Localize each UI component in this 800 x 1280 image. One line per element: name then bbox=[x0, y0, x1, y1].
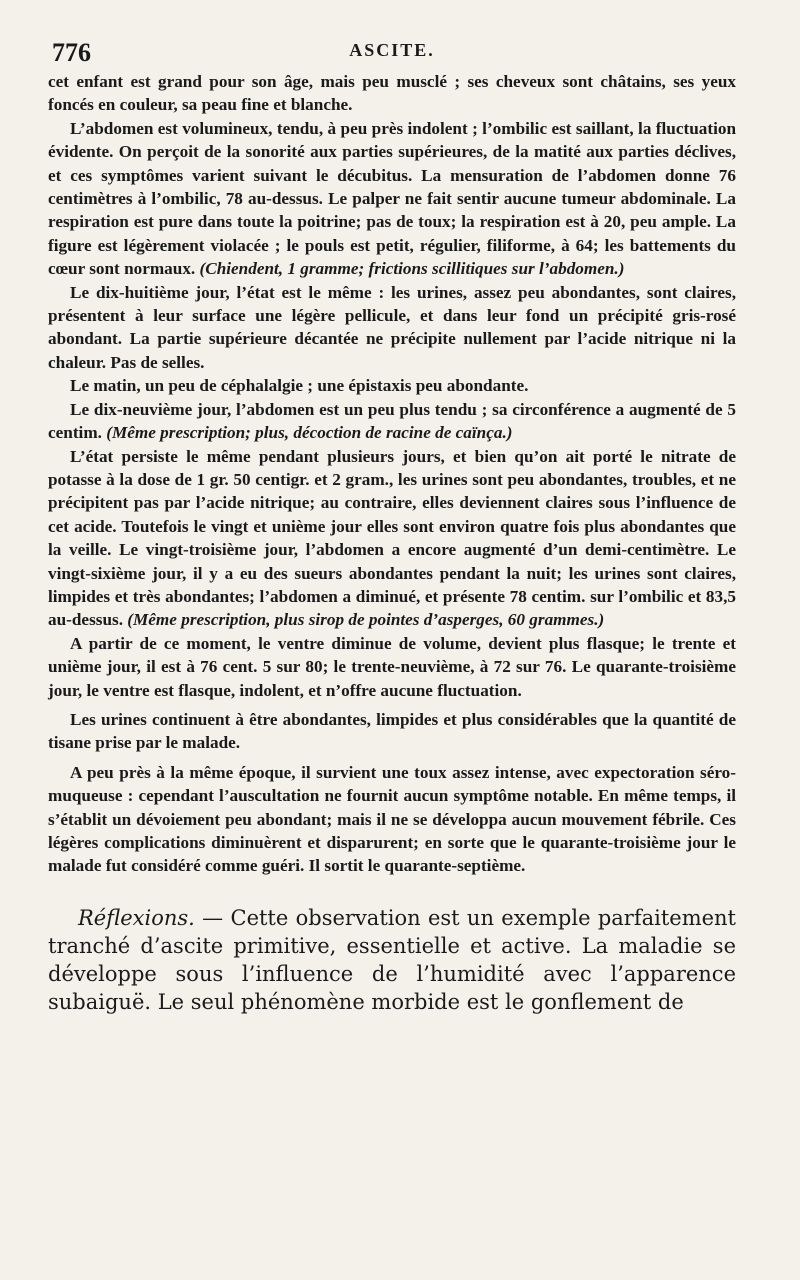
page-header bbox=[48, 30, 736, 70]
paragraph bbox=[48, 445, 736, 632]
paragraph-text: Le matin, un peu de céphalalgie ; une épistaxis peu abondante. bbox=[70, 376, 529, 396]
paragraph-text: Les urines continuent à être abondantes, limpides et plus considérables que la quantité de tisane prise par le malade. bbox=[48, 709, 736, 753]
paragraph-text: Le dix-neuvième jour, l’abdomen est un peu plus tendu ; sa circonférence a augmenté de 5 centim. bbox=[48, 399, 736, 443]
paragraph bbox=[48, 70, 736, 117]
reflexions-paragraph bbox=[48, 904, 736, 1016]
paragraph bbox=[48, 708, 736, 755]
prescription-text: (Même prescription; plus, décoction de racine de caïnça.) bbox=[106, 423, 513, 443]
paragraph bbox=[48, 117, 736, 281]
paragraph-text: A partir de ce moment, le ventre diminue de volume, devient plus flasque; le trente et unième jour, il est à 76 cent. 5 sur 80; le trente-neuvième, à 72 sur 76. Le quarante-troisième jour, le ventre est flasque, indolent, et n’offre aucune fluctuation. bbox=[48, 633, 736, 700]
reflexions-label: Réflexions. bbox=[78, 905, 195, 930]
prescription-text: (Chiendent, 1 gramme; frictions scillitiques sur l’abdomen.) bbox=[199, 259, 625, 279]
paragraph bbox=[48, 374, 736, 397]
running-title: ASCITE. bbox=[349, 40, 435, 60]
paragraph-text: L’état persiste le même pendant plusieurs jours, et bien qu’on ait porté le nitrate de potasse à la dose de 1 gr. 50 centigr. et 2 gram., les urines sont peu abondantes, troubles, et ne précipitent pas par l’acide nitrique; au contraire, elles deviennent claires sous l’influence de cet acide. Toutefois le vingt et unième jour elles sont environ quatre fois plus abondantes que la veille. Le vingt-troisième jour, l’abdomen a encore augmenté d’un demi-centimètre. Le vingt-sixième jour, il y a eu des sueurs abondantes pendant la nuit; les urines sont claires, limpides et très abondantes; l’abdomen a diminué, et présente 78 centim. sur l’ombilic et 83,5 au-dessus. bbox=[48, 446, 736, 630]
paragraph bbox=[48, 281, 736, 375]
prescription-text: (Même prescription, plus sirop de pointes d’asperges, 60 grammes.) bbox=[127, 610, 605, 630]
paragraph bbox=[48, 632, 736, 702]
body-text bbox=[48, 70, 736, 878]
reflexions-text: — Cette observation est un exemple parfaitement tranché d’ascite primitive, essentielle et active. La maladie se développe sous l’influence de l’humidité avec l’apparence subaiguë. Le seul phénomène morbide est le gonflement de bbox=[48, 905, 736, 1014]
paragraph-text: Le dix-huitième jour, l’état est le même : les urines, assez peu abondantes, sont claires, présentent à leur surface une légère pellicule, et dans leur fond un précipité gris-rosé abondant. La partie supérieure décantée ne précipite nullement par l’acide nitrique ni la chaleur. Pas de selles. bbox=[48, 282, 736, 372]
paragraph-text: A peu près à la même époque, il survient une toux assez intense, avec expectoration séro-muqueuse : cependant l’auscultation ne fournit aucun symptôme notable. En même temps, il s’établit un dévoiement peu abondant; mais il ne se développa aucun mouvement fébrile. Ces légères complications diminuèrent et disparurent; en sorte que le quarante-troisième jour le malade fut considéré comme guéri. Il sortit le quarante-septième. bbox=[48, 762, 736, 876]
paragraph-text: cet enfant est grand pour son âge, mais peu musclé ; ses cheveux sont châtains, ses yeux foncés en couleur, sa peau fine et blanche. bbox=[48, 72, 736, 115]
page-number: 776 bbox=[52, 38, 91, 67]
paragraph-text: L’abdomen est volumineux, tendu, à peu près indolent ; l’ombilic est saillant, la fluctuation évidente. On perçoit de la sonorité aux parties supérieures, de la matité aux parties déclives, et ces symptômes varient suivant le décubitus. La mensuration de l’abdomen donne 76 centimètres à l’ombilic, 78 au-dessus. Le palper ne fait sentir aucune tumeur abdominale. La respiration est pure dans toute la poitrine; pas de toux; la respiration est à 20, peu ample. La figure est légèrement violacée ; le pouls est petit, régulier, filiforme, à 64; les battements du cœur sont normaux. bbox=[48, 118, 736, 279]
paragraph bbox=[48, 761, 736, 878]
paragraph bbox=[48, 398, 736, 445]
